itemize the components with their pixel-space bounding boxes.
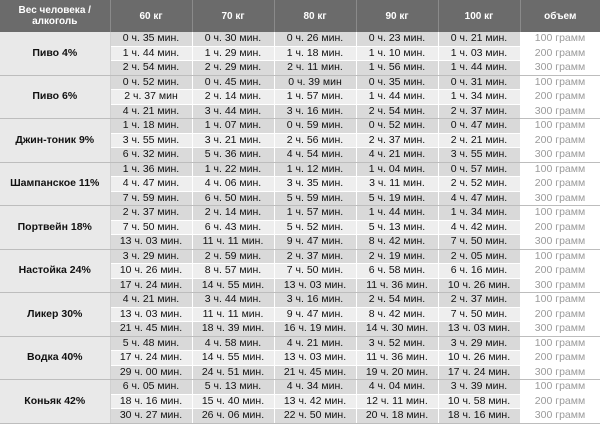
time-cell: 3 ч. 55 мин. [438,148,520,163]
time-cell: 24 ч. 51 мин. [192,365,274,380]
volume-cell: 300 грамм [520,278,600,293]
time-cell: 0 ч. 35 мин. [110,32,192,46]
time-cell: 0 ч. 45 мин. [192,75,274,90]
time-cell: 16 ч. 19 мин. [274,322,356,337]
time-cell: 6 ч. 32 мин. [110,148,192,163]
time-cell: 4 ч. 21 мин. [356,148,438,163]
time-cell: 13 ч. 03 мин. [438,322,520,337]
time-cell: 2 ч. 37 мин [110,90,192,105]
volume-cell: 300 грамм [520,322,600,337]
time-cell: 3 ч. 55 мин. [110,133,192,148]
time-cell: 2 ч. 54 мин. [356,104,438,119]
time-cell: 5 ч. 19 мин. [356,191,438,206]
time-cell: 0 ч. 52 мин. [356,119,438,134]
time-cell: 13 ч. 03 мин. [110,235,192,250]
time-cell: 1 ч. 18 мин. [110,119,192,134]
volume-cell: 300 грамм [520,148,600,163]
time-cell: 7 ч. 50 мин. [438,235,520,250]
time-cell: 4 ч. 47 мин. [438,191,520,206]
time-cell: 6 ч. 16 мин. [438,264,520,279]
time-cell: 6 ч. 58 мин. [356,264,438,279]
volume-cell: 200 грамм [520,177,600,192]
time-cell: 5 ч. 13 мин. [356,220,438,235]
time-cell: 2 ч. 19 мин. [356,249,438,264]
time-cell: 3 ч. 35 мин. [274,177,356,192]
time-cell: 5 ч. 13 мин. [192,380,274,395]
time-cell: 0 ч. 47 мин. [438,119,520,134]
volume-cell: 200 грамм [520,307,600,322]
time-cell: 1 ч. 57 мин. [274,206,356,221]
time-cell: 1 ч. 07 мин. [192,119,274,134]
time-cell: 9 ч. 47 мин. [274,307,356,322]
time-cell: 14 ч. 55 мин. [192,351,274,366]
time-cell: 7 ч. 50 мин. [110,220,192,235]
time-cell: 3 ч. 52 мин. [356,336,438,351]
volume-cell: 300 грамм [520,61,600,76]
time-cell: 8 ч. 42 мин. [356,235,438,250]
corner-header: Вес человека / алкоголь [0,0,110,32]
time-cell: 6 ч. 05 мин. [110,380,192,395]
time-cell: 6 ч. 50 мин. [192,191,274,206]
time-cell: 20 ч. 18 мин. [356,409,438,424]
volume-cell: 100 грамм [520,249,600,264]
time-cell: 1 ч. 36 мин. [110,162,192,177]
weight-header: 80 кг [274,0,356,32]
time-cell: 5 ч. 52 мин. [274,220,356,235]
time-cell: 5 ч. 48 мин. [110,336,192,351]
weight-header: 100 кг [438,0,520,32]
time-cell: 3 ч. 29 мин. [438,336,520,351]
time-cell: 1 ч. 34 мин. [438,90,520,105]
time-cell: 1 ч. 34 мин. [438,206,520,221]
time-cell: 10 ч. 26 мин. [438,351,520,366]
time-cell: 3 ч. 16 мин. [274,104,356,119]
weight-header: 60 кг [110,0,192,32]
time-cell: 2 ч. 52 мин. [438,177,520,192]
time-cell: 3 ч. 16 мин. [274,293,356,308]
drink-name: Водка 40% [0,336,110,380]
time-cell: 11 ч. 36 мин. [356,278,438,293]
time-cell: 0 ч. 57 мин. [438,162,520,177]
time-cell: 2 ч. 54 мин. [356,293,438,308]
time-cell: 2 ч. 14 мин. [192,206,274,221]
time-cell: 1 ч. 44 мин. [356,90,438,105]
time-cell: 2 ч. 59 мин. [192,249,274,264]
volume-header: объем [520,0,600,32]
table-row [0,162,600,177]
volume-cell: 100 грамм [520,162,600,177]
volume-cell: 100 грамм [520,336,600,351]
volume-cell: 100 грамм [520,119,600,134]
time-cell: 4 ч. 06 мин. [192,177,274,192]
time-cell: 1 ч. 10 мин. [356,46,438,61]
drink-name: Джин-тоник 9% [0,119,110,163]
time-cell: 1 ч. 03 мин. [438,46,520,61]
time-cell: 2 ч. 11 мин. [274,61,356,76]
volume-cell: 200 грамм [520,133,600,148]
time-cell: 2 ч. 37 мин. [356,133,438,148]
time-cell: 0 ч. 59 мин. [274,119,356,134]
time-cell: 3 ч. 21 мин. [192,133,274,148]
time-cell: 29 ч. 00 мин. [110,365,192,380]
time-cell: 10 ч. 26 мин. [438,278,520,293]
time-cell: 0 ч. 21 мин. [438,32,520,46]
time-cell: 11 ч. 11 мин. [192,235,274,250]
volume-cell: 200 грамм [520,46,600,61]
time-cell: 15 ч. 40 мин. [192,394,274,409]
time-cell: 4 ч. 47 мин. [110,177,192,192]
drink-name: Шампанское 11% [0,162,110,206]
time-cell: 2 ч. 56 мин. [274,133,356,148]
time-cell: 1 ч. 57 мин. [274,90,356,105]
time-cell: 7 ч. 50 мин. [438,307,520,322]
volume-cell: 100 грамм [520,206,600,221]
time-cell: 18 ч. 16 мин. [438,409,520,424]
time-cell: 3 ч. 11 мин. [356,177,438,192]
time-cell: 4 ч. 04 мин. [356,380,438,395]
volume-cell: 100 грамм [520,380,600,395]
drink-name: Пиво 6% [0,75,110,119]
time-cell: 2 ч. 21 мин. [438,133,520,148]
time-cell: 3 ч. 44 мин. [192,104,274,119]
volume-cell: 300 грамм [520,365,600,380]
time-cell: 8 ч. 42 мин. [356,307,438,322]
time-cell: 6 ч. 43 мин. [192,220,274,235]
time-cell: 1 ч. 56 мин. [356,61,438,76]
time-cell: 1 ч. 04 мин. [356,162,438,177]
time-cell: 2 ч. 54 мин. [110,61,192,76]
time-cell: 0 ч. 35 мин. [356,75,438,90]
time-cell: 17 ч. 24 мин. [110,351,192,366]
table-body [0,32,600,423]
time-cell: 1 ч. 44 мин. [110,46,192,61]
drink-name: Настойка 24% [0,249,110,293]
time-cell: 0 ч. 30 мин. [192,32,274,46]
time-cell: 1 ч. 29 мин. [192,46,274,61]
volume-cell: 100 грамм [520,75,600,90]
time-cell: 5 ч. 36 мин. [192,148,274,163]
time-cell: 17 ч. 24 мин. [110,278,192,293]
table-row [0,75,600,90]
time-cell: 0 ч. 39 мин [274,75,356,90]
volume-cell: 300 грамм [520,191,600,206]
time-cell: 4 ч. 21 мин. [274,336,356,351]
time-cell: 2 ч. 37 мин. [274,249,356,264]
time-cell: 0 ч. 23 мин. [356,32,438,46]
time-cell: 22 ч. 50 мин. [274,409,356,424]
time-cell: 13 ч. 03 мин. [274,351,356,366]
time-cell: 1 ч. 44 мин. [438,61,520,76]
time-cell: 13 ч. 03 мин. [274,278,356,293]
table-row [0,249,600,264]
table-row [0,336,600,351]
time-cell: 11 ч. 36 мин. [356,351,438,366]
volume-cell: 200 грамм [520,90,600,105]
time-cell: 13 ч. 42 мин. [274,394,356,409]
volume-cell: 200 грамм [520,264,600,279]
time-cell: 26 ч. 06 мин. [192,409,274,424]
volume-cell: 200 грамм [520,351,600,366]
volume-cell: 200 грамм [520,220,600,235]
time-cell: 18 ч. 39 мин. [192,322,274,337]
drink-name: Ликер 30% [0,293,110,337]
time-cell: 2 ч. 37 мин. [438,293,520,308]
time-cell: 10 ч. 58 мин. [438,394,520,409]
time-cell: 4 ч. 21 мин. [110,293,192,308]
time-cell: 3 ч. 44 мин. [192,293,274,308]
time-cell: 30 ч. 27 мин. [110,409,192,424]
time-cell: 4 ч. 58 мин. [192,336,274,351]
time-cell: 4 ч. 34 мин. [274,380,356,395]
time-cell: 0 ч. 26 мин. [274,32,356,46]
table-row [0,206,600,221]
time-cell: 13 ч. 03 мин. [110,307,192,322]
time-cell: 14 ч. 55 мин. [192,278,274,293]
volume-cell: 300 грамм [520,409,600,424]
time-cell: 2 ч. 29 мин. [192,61,274,76]
time-cell: 21 ч. 45 мин. [274,365,356,380]
time-cell: 4 ч. 42 мин. [438,220,520,235]
time-cell: 1 ч. 18 мин. [274,46,356,61]
drink-name: Коньяк 42% [0,380,110,424]
time-cell: 2 ч. 37 мин. [438,104,520,119]
volume-cell: 300 грамм [520,104,600,119]
time-cell: 2 ч. 14 мин. [192,90,274,105]
time-cell: 19 ч. 20 мин. [356,365,438,380]
time-cell: 7 ч. 50 мин. [274,264,356,279]
time-cell: 1 ч. 22 мин. [192,162,274,177]
time-cell: 18 ч. 16 мин. [110,394,192,409]
time-cell: 17 ч. 24 мин. [438,365,520,380]
time-cell: 3 ч. 29 мин. [110,249,192,264]
time-cell: 5 ч. 59 мин. [274,191,356,206]
table-row [0,32,600,46]
volume-cell: 200 грамм [520,394,600,409]
time-cell: 14 ч. 30 мин. [356,322,438,337]
weight-header: 90 кг [356,0,438,32]
drink-name: Пиво 4% [0,32,110,75]
table-row [0,293,600,308]
time-cell: 3 ч. 39 мин. [438,380,520,395]
time-cell: 0 ч. 52 мин. [110,75,192,90]
time-cell: 1 ч. 44 мин. [356,206,438,221]
time-cell: 4 ч. 21 мин. [110,104,192,119]
table-row [0,119,600,134]
time-cell: 2 ч. 37 мин. [110,206,192,221]
drink-name: Портвейн 18% [0,206,110,250]
time-cell: 11 ч. 11 мин. [192,307,274,322]
weight-header: 70 кг [192,0,274,32]
volume-cell: 100 грамм [520,32,600,46]
time-cell: 9 ч. 47 мин. [274,235,356,250]
volume-cell: 100 грамм [520,293,600,308]
time-cell: 1 ч. 12 мин. [274,162,356,177]
time-cell: 8 ч. 57 мин. [192,264,274,279]
header-row [0,0,600,32]
volume-cell: 300 грамм [520,235,600,250]
time-cell: 21 ч. 45 мин. [110,322,192,337]
time-cell: 2 ч. 05 мин. [438,249,520,264]
time-cell: 4 ч. 54 мин. [274,148,356,163]
time-cell: 7 ч. 59 мин. [110,191,192,206]
time-cell: 10 ч. 26 мин. [110,264,192,279]
time-cell: 12 ч. 11 мин. [356,394,438,409]
table-row [0,380,600,395]
time-cell: 0 ч. 31 мин. [438,75,520,90]
